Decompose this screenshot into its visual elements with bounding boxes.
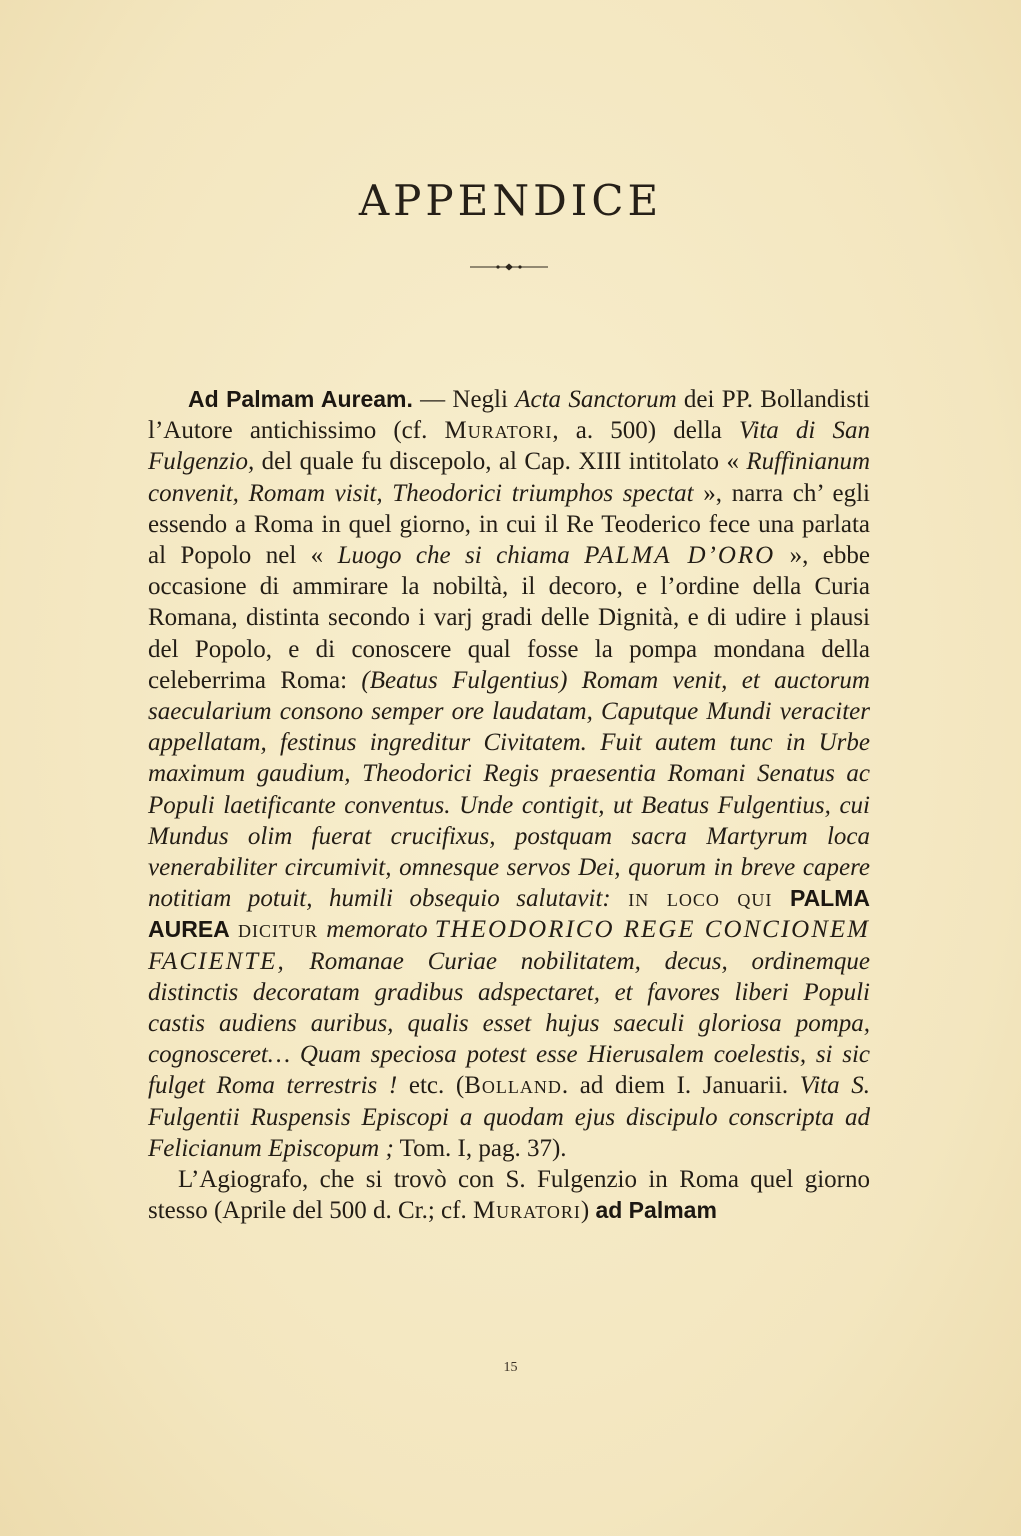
text-run: L’Agiografo, che si trovò con S. Fulgenzio in Roma quel giorno stesso (Aprile del 500 d. Cr.; cf. xyxy=(148,1166,870,1225)
text-run: , a. 500) della xyxy=(552,417,739,445)
section-heading: Ad Palmam Auream. xyxy=(188,386,413,412)
small-caps-run: dicitur xyxy=(229,916,327,944)
latin-quote: (Beatus Fulgentius) Romam venit, et auctorum saecularium consono semper ore laudatam, Caputque Mundi veraciter appellatam, festinus ingreditur Civitatem. Fuit autem tunc in Urbe maximum gaudium, Theodorici Regis praesentia Romani Senatus ac Populi laetificante conventus. Unde contigit, ut Beatus Fulgentius, cui Mundus olim fuerat crucifixus, postquam sacra Martyrum loca venerabiliter circumivit, omnesque servos Dei, quorum in breve capere notitiam potuit, humili obsequio salutavit: xyxy=(148,666,870,913)
italic-caps-run: THEODORICO REGE CONCIONEM FACIENTE, xyxy=(148,916,870,975)
italic-run: Ruffinianum convenit, Romam visit, Theodorici triumphos spectat xyxy=(148,448,870,507)
italic-run: Vita di San Fulgenzio, xyxy=(148,417,870,476)
small-caps-run: in loco qui xyxy=(610,885,790,913)
text-run: Tom. I, pag. 37). xyxy=(393,1134,567,1162)
italic-caps-run: PALMA D’ORO xyxy=(584,542,776,570)
paragraph-1 xyxy=(148,384,870,1164)
text-run: — Negli xyxy=(412,386,516,413)
italic-run: Vita S. Fulgentii Ruspensis Episcopi a quodam ejus discipulo conscripta ad Felicianum Episcopum ; xyxy=(148,1072,870,1162)
italic-run: Acta Sanctorum xyxy=(515,386,677,413)
italic-run: memorato xyxy=(326,916,435,944)
text-run: », ebbe occasione di ammirare la nobiltà, il decoro, e l’ordine della Curia Romana, distinta secondo i varj gradi delle Dignità, e di udire i plausi del Popolo, e di conoscere qual fosse la pompa mondana della celeberrima Roma: xyxy=(148,542,870,694)
bold-sans-run: PALMA AUREA xyxy=(148,885,870,943)
text-run: del quale fu discepolo, al Cap. XIII intitolato « xyxy=(254,448,747,476)
latin-quote: Romanae Curiae nobilitatem, decus, ordinemque distinctis decoratam gradibus adspectaret, et favores liberi Populi castis audiens auribus, qualis esset hujus saeculi gloriosa pompa, cognosceret… Quam speciosa potest esse Hierusalem coelestis, si sic fulget Roma terrestris ! xyxy=(148,947,870,1100)
paragraph-2 xyxy=(148,1164,870,1226)
page-title: APPENDICE xyxy=(358,176,663,225)
italic-run: Luogo che si chiama xyxy=(337,542,585,570)
author-name: Bolland xyxy=(464,1072,562,1100)
author-name: Muratori xyxy=(444,417,553,445)
text-run: », narra ch’ egli essendo a Roma in quel giorno, in cui il Re Teoderico fece una parlata al Popolo nel « xyxy=(148,479,870,570)
body-text xyxy=(148,384,870,1226)
ornament-divider-icon xyxy=(468,262,550,272)
text-run: . ad diem I. Januarii. xyxy=(561,1072,800,1100)
text-run: dei PP. Bollandisti l’Autore antichissimo (cf. xyxy=(148,386,871,445)
text-run: ) xyxy=(580,1197,596,1225)
bold-sans-run: ad Palmam xyxy=(595,1197,717,1224)
author-name: Muratori xyxy=(472,1197,581,1225)
text-run: etc. ( xyxy=(397,1072,465,1100)
page-number: 15 xyxy=(503,1360,518,1375)
